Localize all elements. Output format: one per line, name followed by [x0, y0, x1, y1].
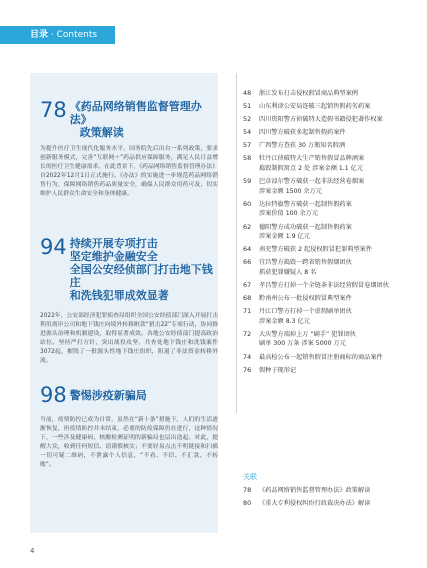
article-98[interactable]: [40, 385, 218, 470]
article-94[interactable]: [40, 237, 218, 366]
article-title: 持续开展专项打击: [69, 237, 158, 250]
toc-page-number: 72: [243, 329, 252, 338]
toc-item[interactable]: [243, 154, 413, 173]
toc-page-number: 57: [243, 141, 252, 150]
toc-item-title: 黔南州公布一批侵权假冒典型案件: [259, 295, 352, 303]
toc-item-title: 大庆警方端掉上万 “刷手” 犯罪团伙 刷单 300 万条 涉案 5000 万元: [259, 330, 356, 348]
article-title: 警惕涉疫新骗局: [69, 389, 147, 402]
toc-item[interactable]: [243, 258, 413, 277]
toc-item[interactable]: [243, 281, 413, 291]
article-summary: 当前，疫情防控已成为日常，虽然在“新十条”措施下，人们的生活逐渐恢复，但疫情防控并未结束，必要的防疫保障仍在进行，这种情况下，一些涉及健康码、核酸检测证明的新骗局也层出迭起。对此，提醒大众，收到任何短信、请谨慎核实；不要轻易点击不明链接和扫描一切可疑二维码，不泄露个人信息，“不看、不信、不汇款、不转账”。: [40, 417, 218, 468]
toc-item[interactable]: [243, 353, 413, 363]
toc-page-number: 52: [243, 115, 252, 124]
toc-item[interactable]: [243, 223, 413, 242]
toc-item-title: 《重大专利侵权纠纷行政裁决办法》解读: [259, 500, 371, 508]
toc-item-title: 最高检公布一起销售假冒注册商标的商品案件: [259, 353, 383, 361]
toc-page-number: 80: [243, 499, 252, 508]
toc-item-title: 宜昌警方捣毁一跨省销售假烟团伙 抓获犯罪嫌疑人 8 名: [259, 259, 352, 276]
article-page-number: 78: [40, 98, 67, 122]
toc-item-title: 浙江发布打击侵权假冒商品典型案例: [259, 90, 358, 97]
toc-item-title: 孝昌警方打掉一个全链条非法经营假冒卷烟团伙: [259, 282, 389, 289]
article-summary: 为提升医疗卫生现代化服务水平，国务院先后出台一系列政策，要求创新服务模式，完善“互联网＋”药品供应保障服务，满足人民日益增长的医疗卫生健康需求。在此背景下，《药品网络销售监督管理办法》自2022年12月1日正式施行。《办法》的实施进一步规范药品网络销售行为，保障网络销售药品质量安全，确保人民群众用药可及，切实维护人民群众生命安全和身体健康。: [40, 146, 218, 197]
article-page-number: 94: [40, 235, 67, 259]
toc-page-number: 68: [243, 294, 252, 303]
toc-page-number: 74: [243, 352, 252, 361]
toc-page-number: 64: [243, 245, 252, 254]
toc-item[interactable]: [243, 102, 413, 112]
toc-item-title: 广西警方查获 30 万瓶知名假酒: [259, 142, 346, 150]
article-subtitle: 政策解读: [79, 126, 124, 139]
toc-list: [243, 89, 413, 379]
toc-item-title: 《药品网络销售监督管理办法》政策解读: [259, 487, 371, 494]
toc-page-number: 67: [243, 281, 252, 289]
toc-item[interactable]: [243, 486, 418, 496]
toc-item[interactable]: [243, 245, 413, 255]
toc-page-number: 76: [243, 365, 252, 374]
toc-item[interactable]: [243, 294, 413, 304]
toc-page-number: 58: [243, 154, 252, 163]
contents-header-band: [0, 26, 115, 44]
toc-item-title: 牡丹江侦破特大生产销售假冒品牌酒案 捣毁制假窝点 2 处 涉案金额 1.1 亿元: [259, 155, 365, 173]
toc-item-title: 南充警方破获 2 起侵权假冒犯罪典型案件: [259, 246, 373, 254]
toc-item-title: 四川警方破获多起制售假药案件: [259, 129, 346, 137]
toc-item[interactable]: [243, 115, 413, 125]
toc-item[interactable]: [243, 366, 413, 376]
toc-item[interactable]: [243, 330, 413, 349]
toc-page-number: 59: [243, 177, 252, 186]
toc-page-number: 51: [243, 102, 252, 111]
toc-item[interactable]: [243, 128, 413, 138]
toc-item[interactable]: [243, 89, 413, 99]
column-divider: [236, 73, 237, 413]
related-list: [243, 486, 418, 512]
toc-item[interactable]: [243, 307, 413, 326]
toc-item[interactable]: [243, 141, 413, 151]
toc-page-number: 66: [243, 258, 252, 267]
article-summary: 2022年，公安部经济犯罪侦查局组织全国公安经侦部门深入开展打击利用离岸公司和地下钱庄向境外转移赃款“猎击22”专项行动，协同推进源头治理和机制建设，取得显著成效。各地公安经侦部门提高政治站位、坚持严打方针，突出战役攻坚，共查处地下钱庄和洗钱案件3072起，摧毁了一批源头性地下钱庄组织，阻遏了非法资金转移外流。: [40, 313, 218, 364]
toc-page-number: 62: [243, 222, 252, 231]
toc-item-title: 达拉特旗警方破获一起制售假药案 涉案价值 100 余万元: [259, 200, 352, 218]
header-label: Contents: [56, 30, 98, 40]
toc-page-number: 54: [243, 128, 252, 137]
header-section: 目录: [30, 30, 49, 40]
toc-item[interactable]: [243, 499, 418, 509]
toc-item-title: 假种子现形记: [259, 366, 297, 374]
toc-item-title: 四川资阳警方侦破特大造假书籍侵犯著作权案: [259, 116, 383, 124]
toc-item-title: 山东利津公安局连破三起销售假药劣药案: [259, 103, 371, 111]
article-title-line-3: 全国公安经侦部门打击地下钱庄: [69, 263, 213, 289]
page-number: 4: [30, 547, 35, 555]
toc-page-number: 48: [243, 89, 252, 97]
related-heading: 关联: [243, 473, 257, 481]
article-title-line-4: 和洗钱犯罪成效显著: [69, 289, 169, 302]
article-78[interactable]: [40, 100, 218, 199]
toc-page-number: 78: [243, 486, 252, 494]
toc-page-number: 60: [243, 199, 252, 208]
article-title-line-2: 坚定维护金融安全: [69, 250, 158, 263]
toc-page-number: 71: [243, 307, 252, 316]
toc-item-title: 德阳警方成功破获一起制售假药案 涉案金额 1.9 亿元: [259, 223, 352, 241]
toc-item-title: 丹江口警方打掉一个虚假刷单团伙 涉案金额 8.3 亿元: [259, 308, 352, 325]
header-separator: ·: [48, 30, 57, 40]
toc-item[interactable]: [243, 177, 413, 196]
article-title: 《药品网络销售监督管理办法》: [69, 100, 202, 126]
toc-item[interactable]: [243, 200, 413, 219]
toc-item-title: 巴彦淖尔警方破获一起非法经营卷烟案 涉案金额 1500 余万元: [259, 178, 365, 195]
article-page-number: 98: [40, 383, 67, 407]
